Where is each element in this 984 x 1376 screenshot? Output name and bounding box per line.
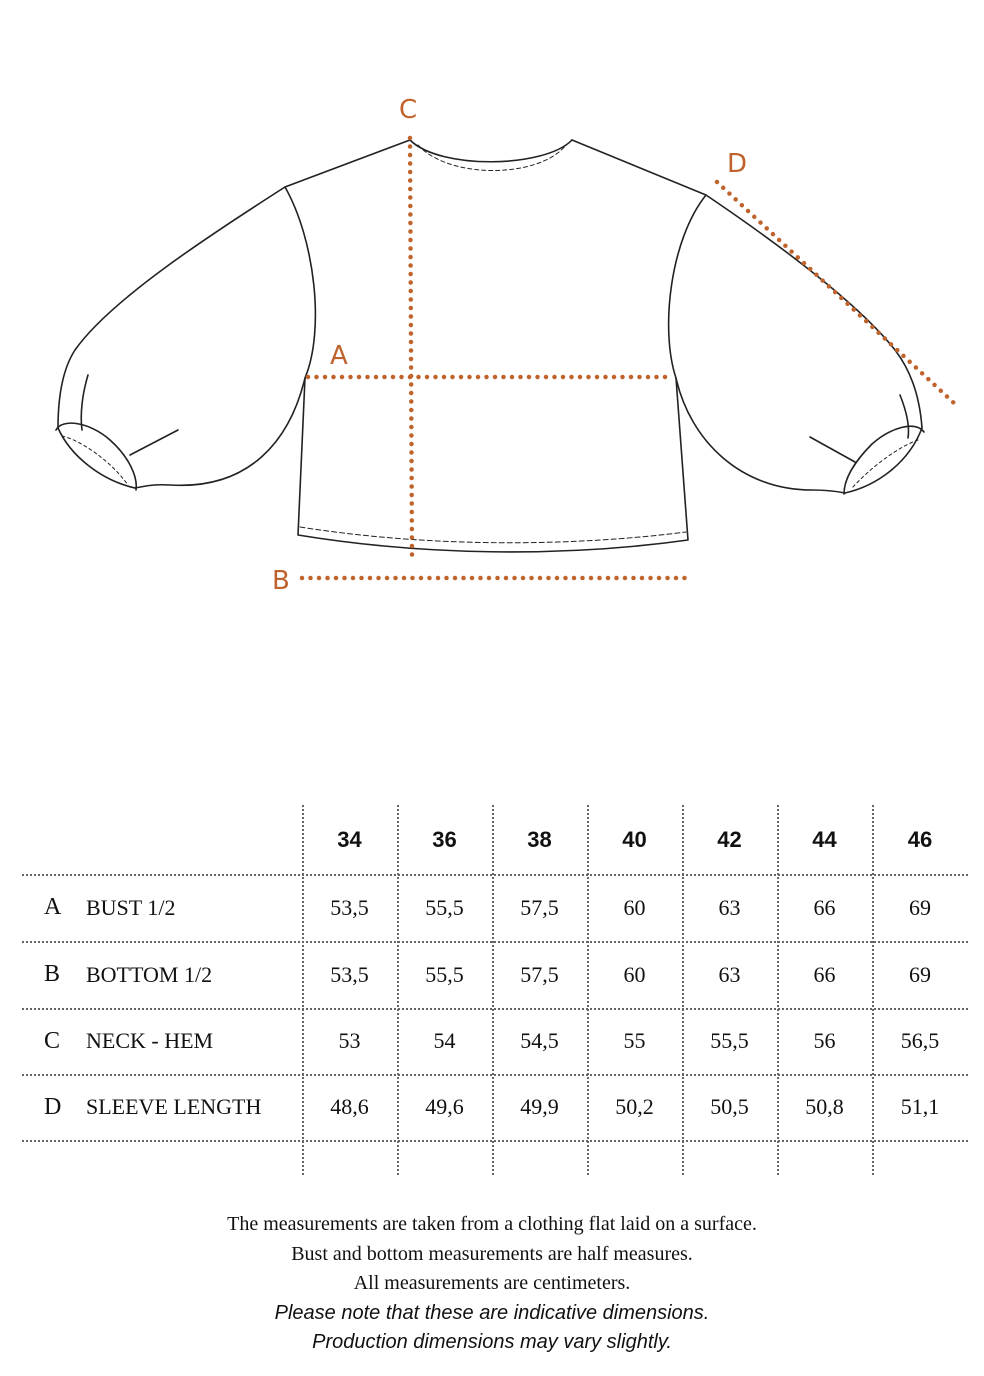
table-cell: 57,5 (520, 894, 559, 920)
table-cell: 60 (623, 894, 646, 920)
table-cell: 49,9 (520, 1094, 559, 1119)
size-header: 44 (812, 826, 837, 852)
note-line: Bust and bottom measurements are half measures. (291, 1242, 693, 1265)
size-header: 34 (337, 826, 362, 852)
size-header: 42 (717, 826, 742, 852)
measure-line-d (717, 182, 955, 404)
measurement-lines (302, 138, 955, 578)
size-header: 40 (622, 826, 647, 852)
disclaimer-line: Production dimensions may vary slightly. (312, 1331, 672, 1353)
marker-b: B (272, 566, 290, 596)
table-cell: 55,5 (710, 1028, 749, 1053)
size-header: 38 (527, 826, 552, 852)
table-cell: 50,8 (805, 1094, 844, 1119)
table-cell: 50,2 (615, 1094, 654, 1119)
row-label: BUST 1/2 (86, 894, 176, 920)
table-cell: 69 (909, 961, 931, 987)
table-divider (22, 1140, 968, 1142)
row-letter: D (44, 1093, 62, 1120)
table-cell: 50,5 (710, 1094, 749, 1119)
disclaimer-line: Please note that these are indicative dimensions. (274, 1301, 710, 1324)
table-cell: 49,6 (425, 1094, 464, 1119)
size-header: 36 (432, 826, 457, 852)
measure-line-c (410, 138, 412, 558)
garment-diagram (0, 0, 984, 640)
table-cell: 55,5 (425, 894, 464, 920)
table-cell: 53,5 (330, 894, 369, 920)
row-letter: A (44, 894, 62, 920)
table-cell: 48,6 (330, 1094, 369, 1119)
row-label: NECK - HEM (86, 1028, 214, 1053)
table-cell: 69 (909, 894, 931, 920)
table-cell: 56 (813, 1028, 836, 1053)
table-cell: 56,5 (900, 1028, 940, 1053)
measurement-notes (0, 1210, 984, 1358)
table-cell: 66 (813, 894, 836, 920)
table-cell: 54 (433, 1028, 456, 1053)
sweater-outline (56, 140, 924, 552)
table-cell: 60 (623, 961, 646, 987)
table-cell: 54,5 (520, 1028, 559, 1053)
table-cell: 55 (623, 1028, 646, 1053)
size-header: 46 (907, 826, 933, 852)
size-table (22, 805, 968, 1175)
table-cell: 63 (718, 894, 741, 920)
table-cell: 51,1 (900, 1094, 940, 1119)
note-line: The measurements are taken from a clothing flat laid on a surface. (227, 1213, 757, 1235)
table-cell: 55,5 (425, 961, 464, 987)
table-cell: 66 (813, 961, 836, 987)
row-label: BOTTOM 1/2 (86, 961, 213, 987)
table-cell: 57,5 (520, 961, 559, 987)
table-cell: 63 (718, 961, 741, 987)
table-cell: 53,5 (330, 961, 369, 987)
marker-d: D (727, 149, 748, 179)
marker-a: A (330, 341, 348, 371)
row-letter: C (44, 1027, 61, 1054)
note-line: All measurements are centimeters. (353, 1272, 631, 1294)
row-letter: B (44, 961, 61, 987)
marker-c: C (399, 95, 418, 125)
row-label: SLEEVE LENGTH (86, 1094, 262, 1119)
table-cell: 53 (338, 1028, 361, 1053)
